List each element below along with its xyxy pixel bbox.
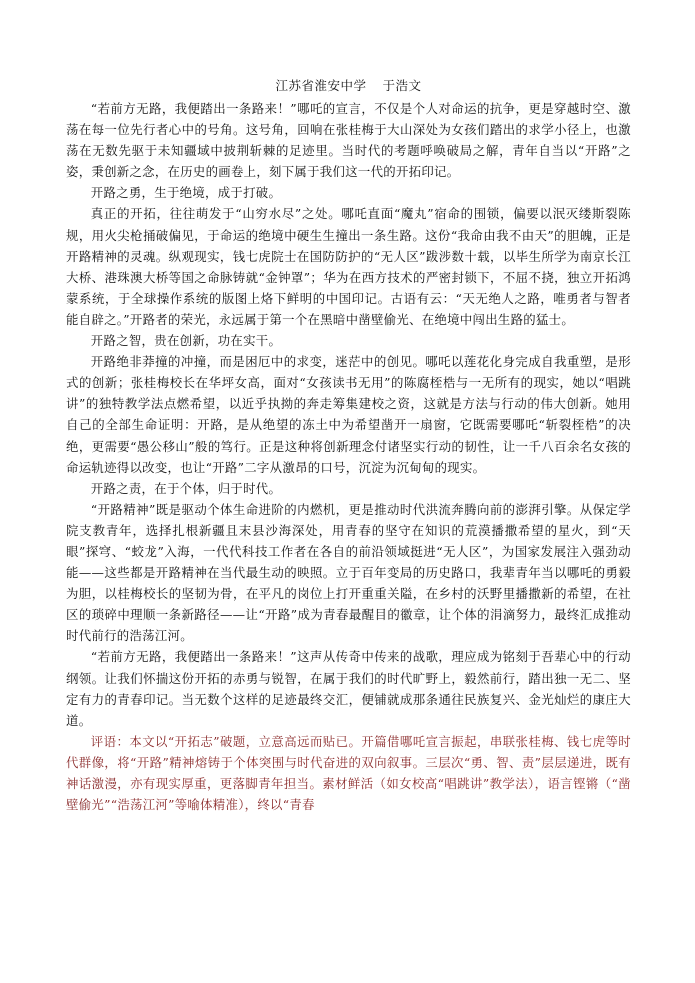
byline bbox=[66, 76, 631, 96]
wisdom-paragraph: 开路绝非莽撞的冲撞，而是困厄中的求变，迷茫中的创见。哪吒以莲花化身完成自我重塑，是形式的创新；张桂梅校长在华坪女高，面对“女孩读书无用”的陈腐桎梏与一无所有的现实，她以“唱跳讲”的独特教学法点燃希望，以近乎执拗的奔走筹集建校之资，这就是方法与行动的伟大创新。她用自己的全部生命证明：开路，是从绝望的冻土中为希望凿开一扇窗，它既需要哪吒“斩裂桎梏”的决绝，更需要“愚公移山”般的笃行。正是这种将创新理念付诸坚实行动的韧性，让一千八百余名女孩的命运轨迹得以改变，也让“开路”二字从激昂的口号，沉淀为沉甸甸的现实。 bbox=[66, 354, 631, 475]
school-name: 江苏省淮安中学 bbox=[275, 78, 367, 93]
courage-paragraph: 真正的开拓，往往萌发于“山穷水尽”之处。哪吒直面“魔丸”宿命的围锁，偏要以泯灭缕斯裂陈规，用火尖枪捅破偏见，于命运的绝境中硬生生撞出一条生路。这份“我命由我不由天”的胆魄，正是开路精神的灵魂。纵观现实，钱七虎院士在国防防护的“无人区”跋涉数十载，以毕生所学为南京长江大桥、港珠澳大桥等国之命脉铸就“金钟罩”；华为在西方技术的严密封锁下，不屈不挠，独立开拓鸿蒙系统，于全球操作系统的版图上烙下鲜明的中国印记。古语有云：“天无绝人之路，唯勇者与智者能自辟之。”开路者的荣光，永远属于第一个在黑暗中凿壁偷光、在绝境中闯出生路的猛士。 bbox=[66, 206, 631, 327]
conclusion-paragraph: “若前方无路，我便踏出一条路来！”这声从传奇中传来的战歌，理应成为铭刻于吾辈心中的行动纲领。让我们怀揣这份开拓的赤勇与锐智，在属于我们的时代旷野上，毅然前行，踏出独一无二、坚定有力的青春印记。当无数个这样的足迹最终交汇，便铺就成那条通往民族复兴、金光灿烂的康庄大道。 bbox=[66, 649, 631, 728]
responsibility-paragraph: “开路精神”既是驱动个体生命进阶的内燃机，更是推动时代洪流奔腾向前的澎湃引擎。从保定学院支教青年，选择扎根新疆且末县沙海深处，用青春的坚守在知识的荒漠播撒希望的星火，到“天眼”探穹、“蛟龙”入海，一代代科技工作者在各自的前沿领域挺进“无人区”，为国家发展注入强劲动能——这些都是开路精神在当代最生动的映照。立于百年变局的历史路口，我辈青年当以哪吒的勇毅为胆，以桂梅校长的坚韧为骨，在平凡的岗位上打开重重关隘，在乡村的沃野里播撒新的希望，在社区的琐碎中理顺一条新路径——让“开路”成为青春最醒目的徽章，让个体的涓滴努力，最终汇成推动时代前行的浩荡江河。 bbox=[66, 501, 631, 644]
teacher-comment: 评语：本文以“开拓志”破题，立意高远而贴已。开篇借哪吒宣言振起，串联张桂梅、钱七虎等时代群像，将“开路”精神熔铸于个体突围与时代奋进的双向叙事。三层次“勇、智、责”层层递进，既有神话激漫，亦有现实厚重，更落脚青年担当。素材鲜活（如女校高“唱跳讲”教学法），语言铿锵（“凿壁偷光”“浩荡江河”等喻体精准），终以“青春 bbox=[66, 733, 631, 813]
section-heading-wisdom: 开路之智，贵在创新，功在实干。 bbox=[90, 333, 282, 349]
section-heading-courage: 开路之勇，生于绝境，成于打破。 bbox=[90, 185, 282, 201]
author-name: 于浩文 bbox=[382, 78, 422, 93]
intro-paragraph: “若前方无路，我便踏出一条路来！”哪吒的宣言，不仅是个人对命运的抗争，更是穿越时空、激荡在每一位先行者心中的号角。这号角，回响在张桂梅于大山深处为女孩们踏出的求学小径上，也激荡在无数先驱于未知疆域中披荆斩棘的足迹里。当时代的考题呼唤破局之解，青年自当以“开路”之姿，秉创新之念，在历史的画卷上，刻下属于我们这一代的开拓印记。 bbox=[66, 101, 631, 180]
section-heading-responsibility: 开路之责，在于个体，归于时代。 bbox=[90, 480, 282, 496]
